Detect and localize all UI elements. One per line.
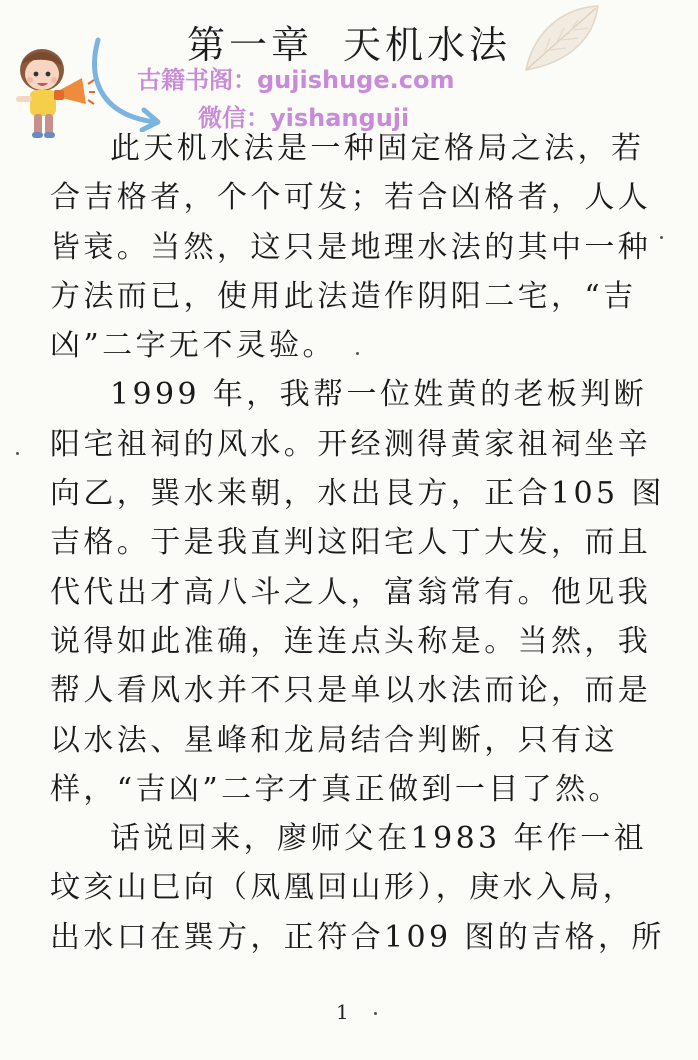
paragraph [50, 814, 665, 962]
chapter-name: 天机水法 [343, 23, 512, 67]
paragraph [50, 370, 665, 814]
text-line: 样，“吉凶”二字才真正做到一目了然。 [50, 771, 622, 807]
chapter-number: 第一章 [186, 23, 313, 67]
text-line: 此天机水法是一种固定格局之法，若 [110, 131, 645, 166]
text-line: 坟亥山巳向（凤凰回山形），庚水入局， [50, 870, 637, 906]
text-line: 凶”二字无不灵验。 [50, 328, 336, 364]
scan-speck [356, 352, 359, 355]
text-line: 阳宅祖祠的风水。开经测得黄家祖祠坐辛 [50, 426, 652, 462]
text-line: 出水口在巽方，正符合109 图的吉格，所 [50, 919, 665, 955]
text-line: 合吉格者，个个可发；若合凶格者，人人 [50, 180, 652, 216]
page-number: 1 [336, 1000, 349, 1024]
scan-speck [374, 1012, 377, 1015]
text-line: 方法而已，使用此法造作阴阳二宅，“吉 [50, 278, 637, 314]
text-line: 话说回来，廖师父在1983 年作一祖 [110, 821, 648, 857]
text-line: 皆衰。当然，这只是地理水法的其中一种 [50, 229, 652, 265]
text-line: 向乙，巽水来朝，水出艮方，正合105 图 [50, 476, 665, 512]
text-line: 以水法、星峰和龙局结合判断，只有这 [50, 722, 618, 758]
text-line: 吉格。于是我直判这阳宅人丁大发，而且 [50, 525, 652, 561]
text-line: 代代出才高八斗之人，富翁常有。他见我 [50, 574, 652, 610]
paragraph [50, 124, 652, 370]
scan-speck [660, 236, 663, 239]
scan-speck [16, 452, 19, 455]
text-line: 说得如此准确，连连点头称是。当然，我 [50, 623, 652, 659]
watermark-wechat: 微信：yishanguji [198, 104, 410, 132]
text-line: 帮人看风水并不只是单以水法而论，而是 [50, 673, 652, 709]
watermark-site: 古籍书阁：gujishuge.com [137, 66, 455, 94]
body-text [50, 124, 665, 962]
text-line: 1999 年，我帮一位姓黄的老板判断 [110, 377, 648, 413]
